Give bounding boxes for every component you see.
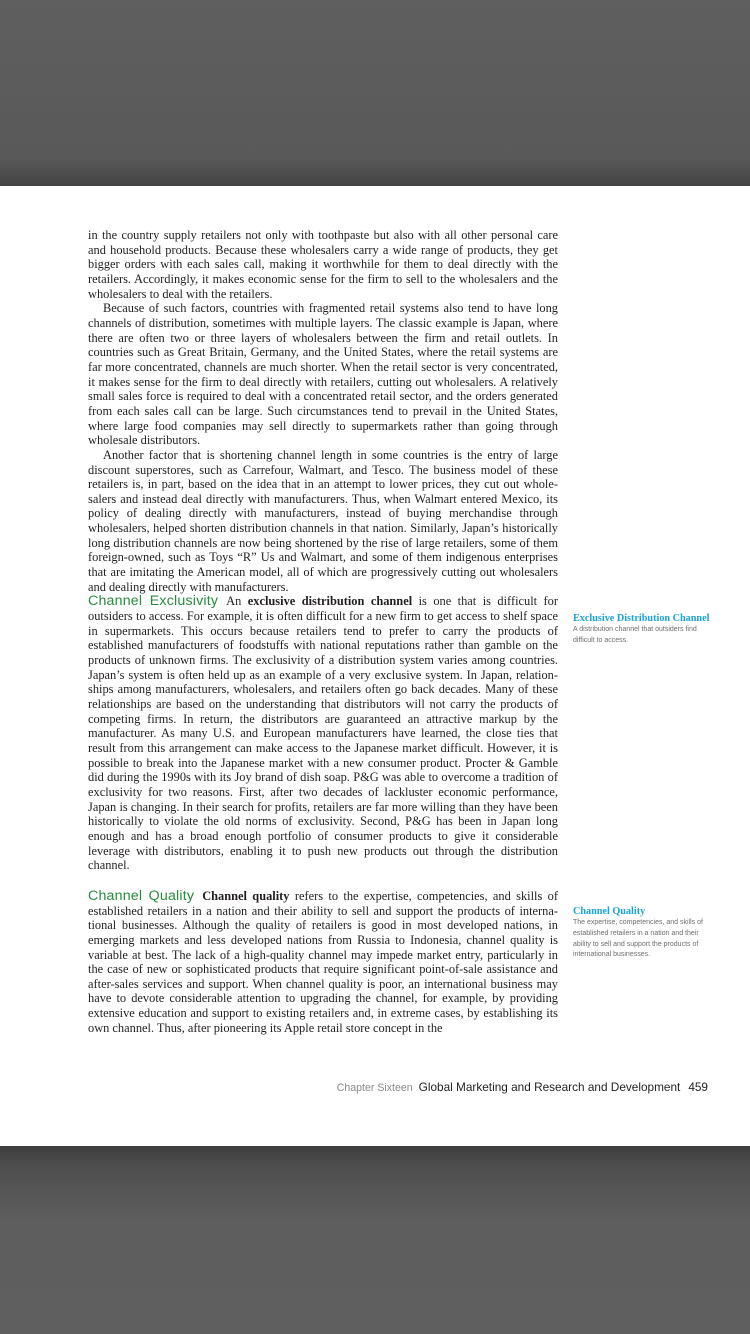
- paragraph: Another factor that is shortening channel length in some countries is the entry of large discount superstores, such as Carrefour, Walmart, and Tesco. The business model of these retailers is, in part, based on the idea that in an attempt to lower prices, they cut out wholesalers and instead deal directly with manufacturers. Thus, when Walmart entered Mexico, its policy of dealing directly with manufacturers, instead of buying merchandise through wholesalers, helped shorten distribution channels in that nation. Similarly, Japan’s historically long distribution channels are now being shortened by the rise of large retailers, some of them foreign-owned, such as Toys “R” Us and Walmart, and some of them indigenous enterprises that are imitating the American model, all of which are progressively cutting out wholesalers and dealing directly with manufacturers.: [88, 447, 558, 594]
- page-footer: [337, 1080, 708, 1094]
- margin-note-channel-quality: [573, 906, 713, 961]
- chapter-title: Global Marketing and Research and Development: [418, 1080, 681, 1094]
- paragraph: Because of such factors, countries with fragmented retail systems also tend to have long channels of distribution, sometimes with multiple layers. The classic example is Japan, where there are often two or three layers of wholesalers between the firm and retail outlets. In countries such as Great Britain, Germany, and the United States, where the retail systems are far more concentrated, channels are much shorter. When the retail sector is very concentrated, it makes sense for the firm to deal directly with retailers, cutting out wholesalers. A relatively small sales force is required to deal with a concentrated retail sector, and the orders generated from each sales call can be large. Such circumstances tend to prevail in the United States, where large food companies may sell directly to supermarkets rather than going through wholesale distributors.: [88, 301, 558, 448]
- paragraph: in the country supply retailers not only with toothpaste but also with all other personal care and household products. Because these wholesalers carry a wide range of products, they get bigger orders with each sales call, making it worthwhile for them to deal directly with the retailers. Accordingly, it makes economic sense for the firm to sell to the wholesalers and the wholesalers to deal with the retailers.: [88, 228, 558, 301]
- margin-note-definition: The expertise, competencies, and skills of established retailers in a nation and their ability to sell and support the products of international businesses.: [573, 919, 703, 959]
- page-number: 459: [688, 1080, 708, 1094]
- section-channel-exclusivity: [88, 594, 558, 872]
- section-heading: Channel Quality: [88, 887, 195, 904]
- viewer-background-bottom: [0, 1146, 750, 1334]
- margin-note-title: Exclusive Distribution Channel: [573, 613, 710, 624]
- chapter-label: Chapter Sixteen: [336, 1082, 413, 1094]
- margin-note-definition: A distribution channel that outsiders find difficult to access.: [573, 626, 697, 644]
- key-term: Channel quality: [202, 888, 290, 903]
- lead-in-text: An: [226, 594, 248, 609]
- margin-note-title: Channel Quality: [573, 906, 646, 917]
- viewer-background-top: [0, 0, 750, 186]
- section-text: is one that is difficult for outsiders to access. For example, it is often difficult for a new firm to get access to shelf space in supermarkets. This occurs because retailers tend to prefer to carry the products of established manufacturers of foodstuffs with national reputations rather than gamble on the products of unknown firms. The exclusivity of a distribution system varies among countries. Japan’s system is often held up as an example of a very exclusive system. In Japan, relationships among manufacturers, wholesalers, and retailers often go back decades. Many of these relationships are based on the understanding that distributors will not carry the products of competing firms. In return, the distributors are guaranteed an attractive markup by the manufacturer. As many U.S. and European manufacturers have learned, the close ties that result from this arrangement can make access to the Japanese market difficult. However, it is possible to break into the Japanese market with a new consumer product. Procter & Gamble did during the 1990s with its Joy brand of dish soap. P&G was able to overcome a tradition of exclusivity for two reasons. First, after two decades of lackluster economic performance, Japan is changing. In their search for profits, retailers are far more willing than they have been historically to violate the old norms of exclusivity. Second, P&G has been in Japan long enough and has a broad enough portfolio of consumer products to give it considerable leverage with distributors, enabling it to push new products out through the distribution channel.: [88, 594, 559, 873]
- section-text: refers to the expertise, competencies, and skills of established retailers in a nation and their ability to sell and support the products of international businesses. Although the quality of retailers is good in most developed nations, in emerging markets and less developed nations from Russia to Indonesia, channel quality is variable at best. The lack of a high-quality channel may impede market entry, particularly in the case of new or sophisticated products that require significant point-of-sale assistance and after-sales services and support. When channel quality is poor, an international business may have to devote considerable attention to upgrading the channel, for example, by providing extensive education and support to existing retailers and, in extreme cases, by establishing its own channel. Thus, after pioneering its Apple retail store concept in the: [88, 888, 558, 1035]
- key-term: exclusive distribution channel: [247, 594, 413, 609]
- book-page: [0, 186, 750, 1146]
- section-channel-quality: [88, 889, 558, 1036]
- main-text-column: [88, 228, 558, 1035]
- section-heading: Channel Exclusivity: [88, 593, 219, 610]
- margin-note-exclusive-distribution-channel: [573, 613, 713, 647]
